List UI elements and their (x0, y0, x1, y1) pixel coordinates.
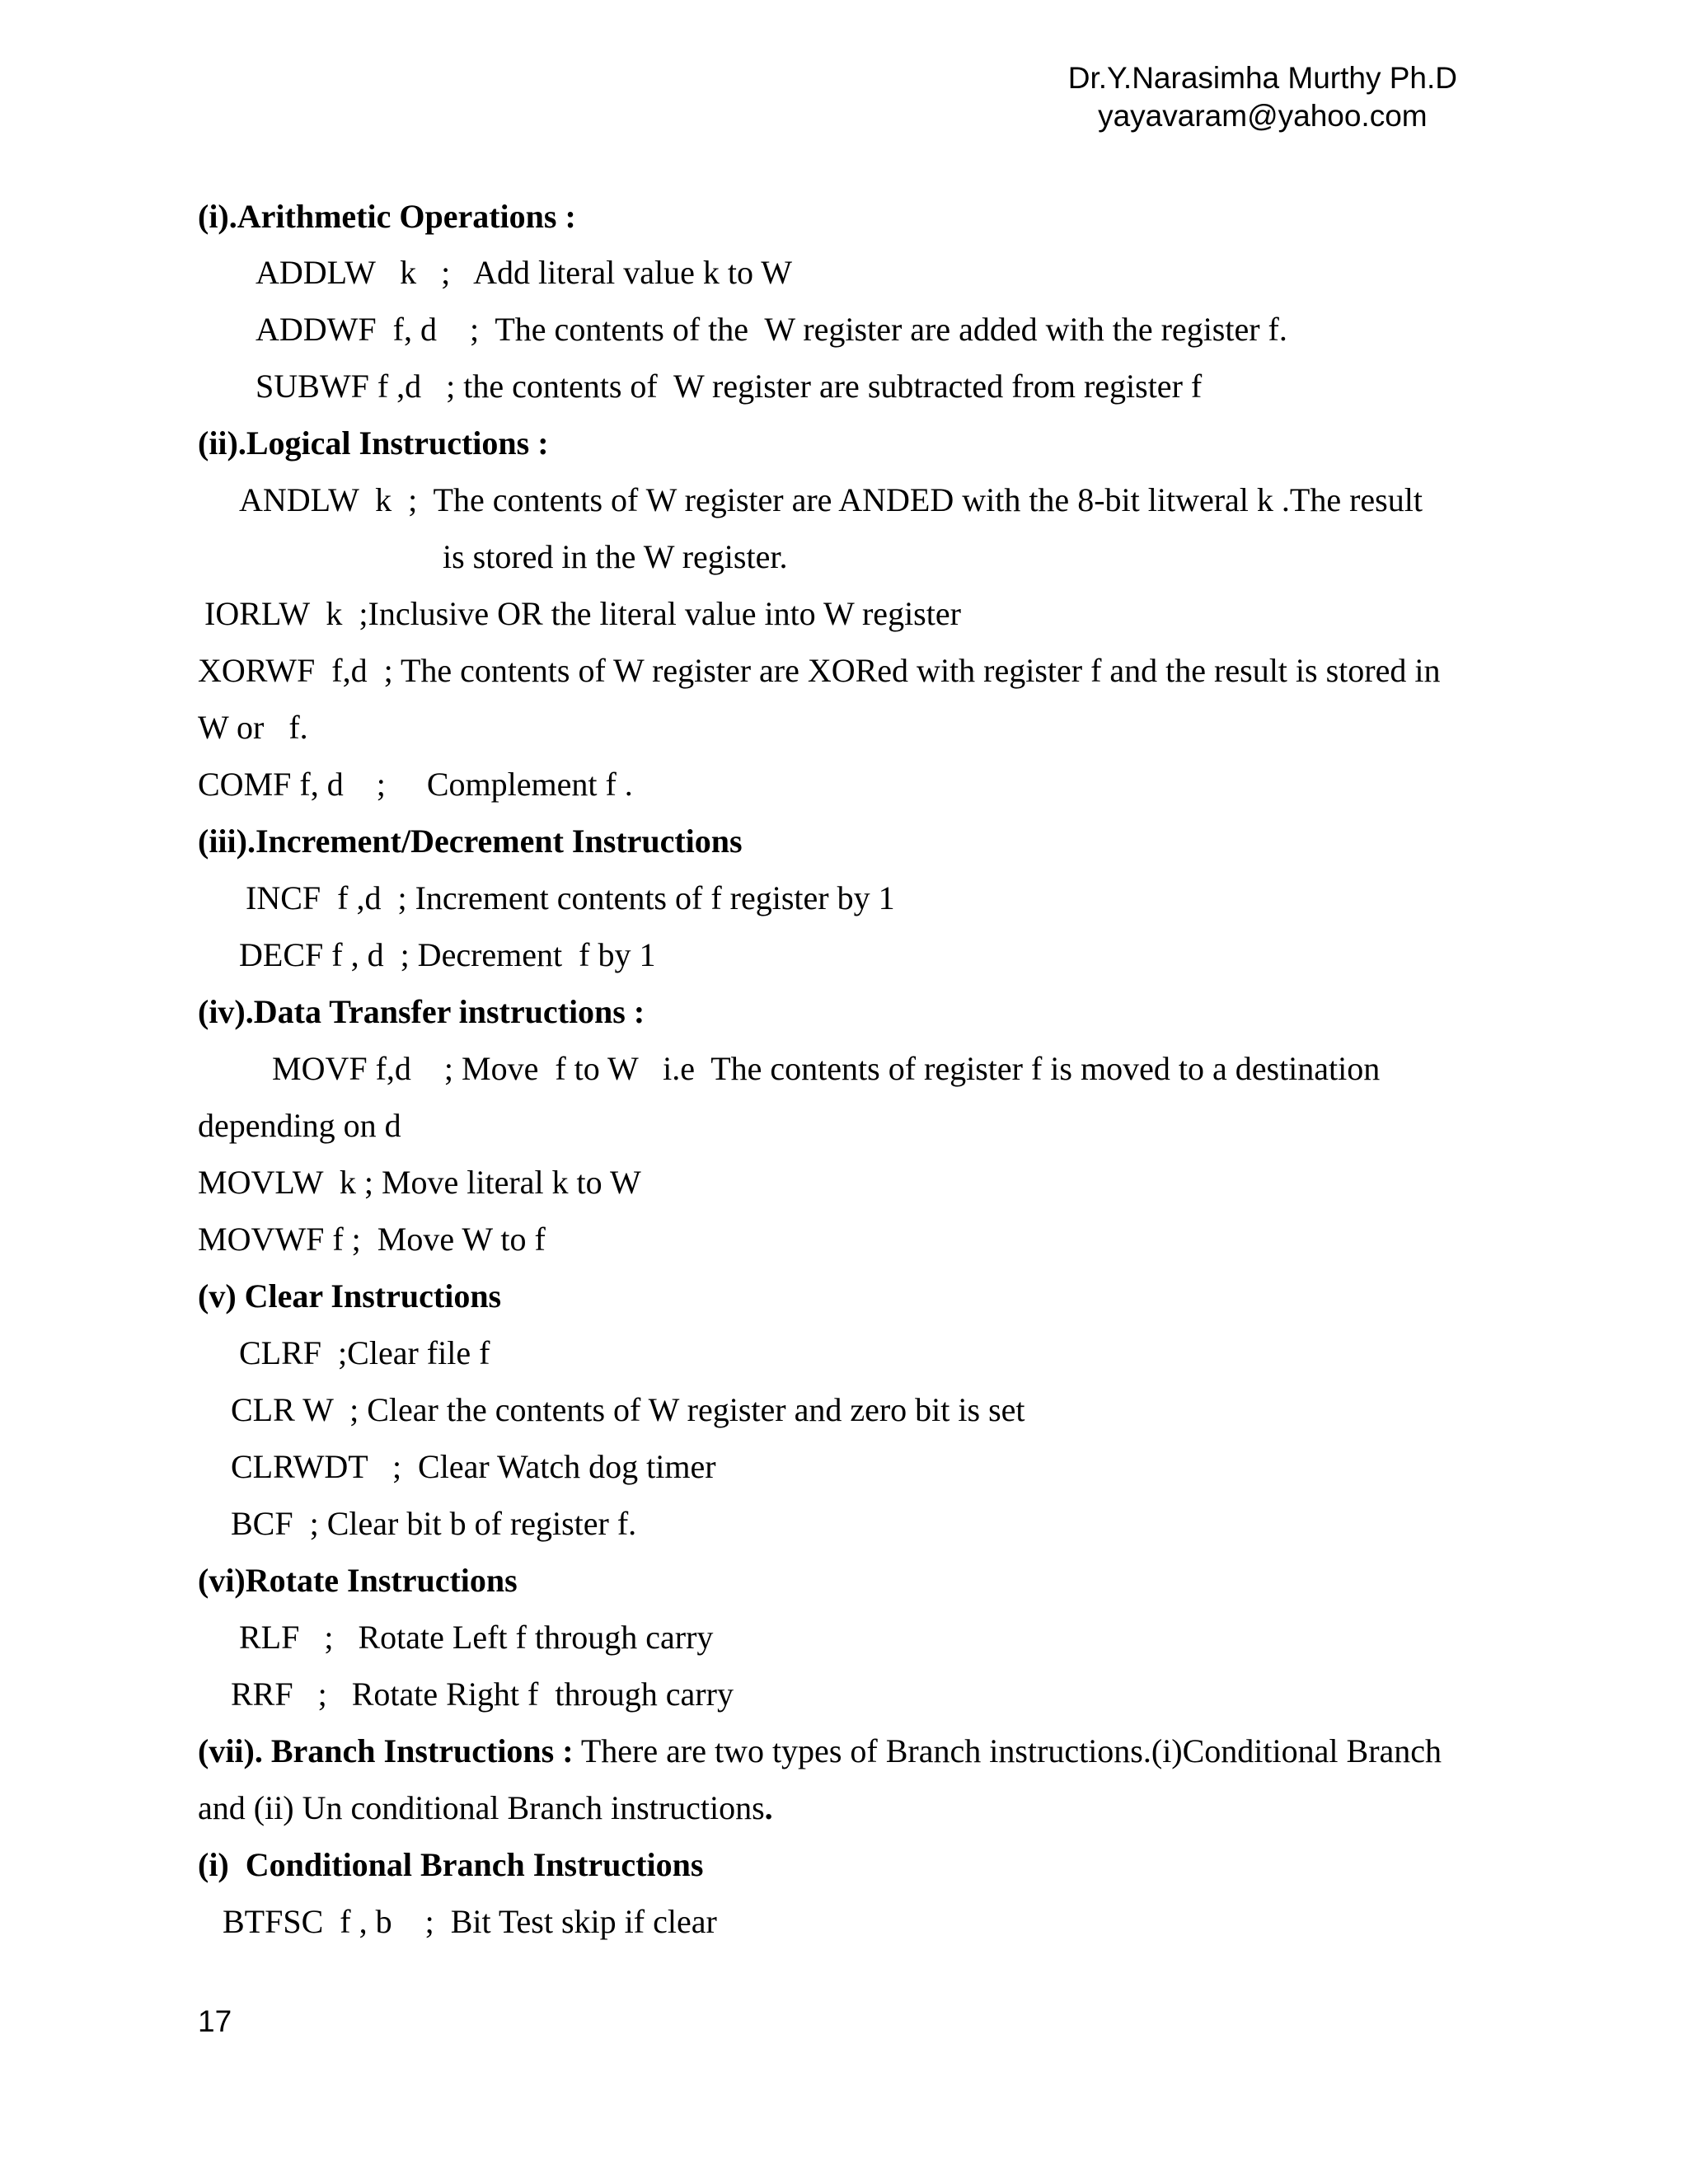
page-number: 17 (198, 2004, 232, 2038)
instruction-incf: INCF f ,d ; Increment contents of f register by 1 (246, 879, 895, 916)
section-heading-clear: (v) Clear Instructions (198, 1277, 502, 1315)
instruction-iorlw: IORLW k ;Inclusive OR the literal value into W register (204, 595, 961, 632)
instruction-movwf: MOVWF f ; Move W to f (198, 1221, 546, 1258)
instruction-rrf: RRF ; Rotate Right f through carry (231, 1675, 734, 1713)
section-heading-arithmetic: (i).Arithmetic Operations : (198, 198, 576, 235)
section-heading-data-transfer: (iv).Data Transfer instructions : (198, 993, 645, 1030)
branch-heading-text: There are two types of Branch instructions.(i)Conditional Branch (573, 1732, 1442, 1769)
instruction-clrw: CLR W ; Clear the contents of W register and zero bit is set (231, 1391, 1025, 1428)
instruction-andlw-continuation: is stored in the W register. (443, 538, 788, 575)
instruction-addwf: ADDWF f, d ; The contents of the W register are added with the register f. (256, 311, 1287, 348)
branch-heading-label: (vii). Branch Instructions : (198, 1732, 574, 1769)
instruction-decf: DECF f , d ; Decrement f by 1 (239, 936, 656, 973)
instruction-btfsc: BTFSC f , b ; Bit Test skip if clear (223, 1903, 717, 1940)
branch-continuation-text: and (ii) Un conditional Branch instructions (198, 1789, 765, 1826)
instruction-rlf: RLF ; Rotate Left f through carry (239, 1619, 714, 1656)
instruction-addlw: ADDLW k ; Add literal value k to W (256, 254, 792, 291)
instruction-movlw: MOVLW k ; Move literal k to W (198, 1164, 641, 1201)
instruction-clrwdt: CLRWDT ; Clear Watch dog timer (231, 1448, 716, 1485)
section-heading-logical: (ii).Logical Instructions : (198, 424, 549, 462)
author-email: yayavaram@yahoo.com (1098, 99, 1428, 133)
instruction-subwf: SUBWF f ,d ; the contents of W register are subtracted from register f (256, 368, 1203, 405)
author-name: Dr.Y.Narasimha Murthy Ph.D (1067, 61, 1457, 95)
instruction-movf: MOVF f,d ; Move f to W i.e The contents of register f is moved to a destination (272, 1050, 1381, 1087)
instruction-movf-continuation: depending on d (198, 1107, 401, 1144)
instruction-andlw: ANDLW k ; The contents of W register are ANDED with the 8-bit litweral k .The result (239, 481, 1423, 518)
branch-heading-continuation (198, 1788, 773, 1829)
page-header (1068, 59, 1457, 135)
instruction-bcf: BCF ; Clear bit b of register f. (231, 1505, 637, 1542)
instruction-xorwf: XORWF f,d ; The contents of W register are XORed with register f and the result is stored in (198, 652, 1441, 689)
section-heading-rotate: (vi)Rotate Instructions (198, 1562, 518, 1599)
branch-continuation-period: . (764, 1789, 773, 1826)
section-heading-increment-decrement: (iii).Increment/Decrement Instructions (198, 823, 743, 860)
instruction-clrf: CLRF ;Clear file f (239, 1334, 490, 1371)
instruction-comf: COMF f, d ; Complement f . (198, 766, 633, 803)
section-heading-branch (198, 1731, 1442, 1772)
section-heading-conditional-branch: (i) Conditional Branch Instructions (198, 1846, 704, 1883)
instruction-xorwf-continuation: W or f. (198, 709, 308, 746)
